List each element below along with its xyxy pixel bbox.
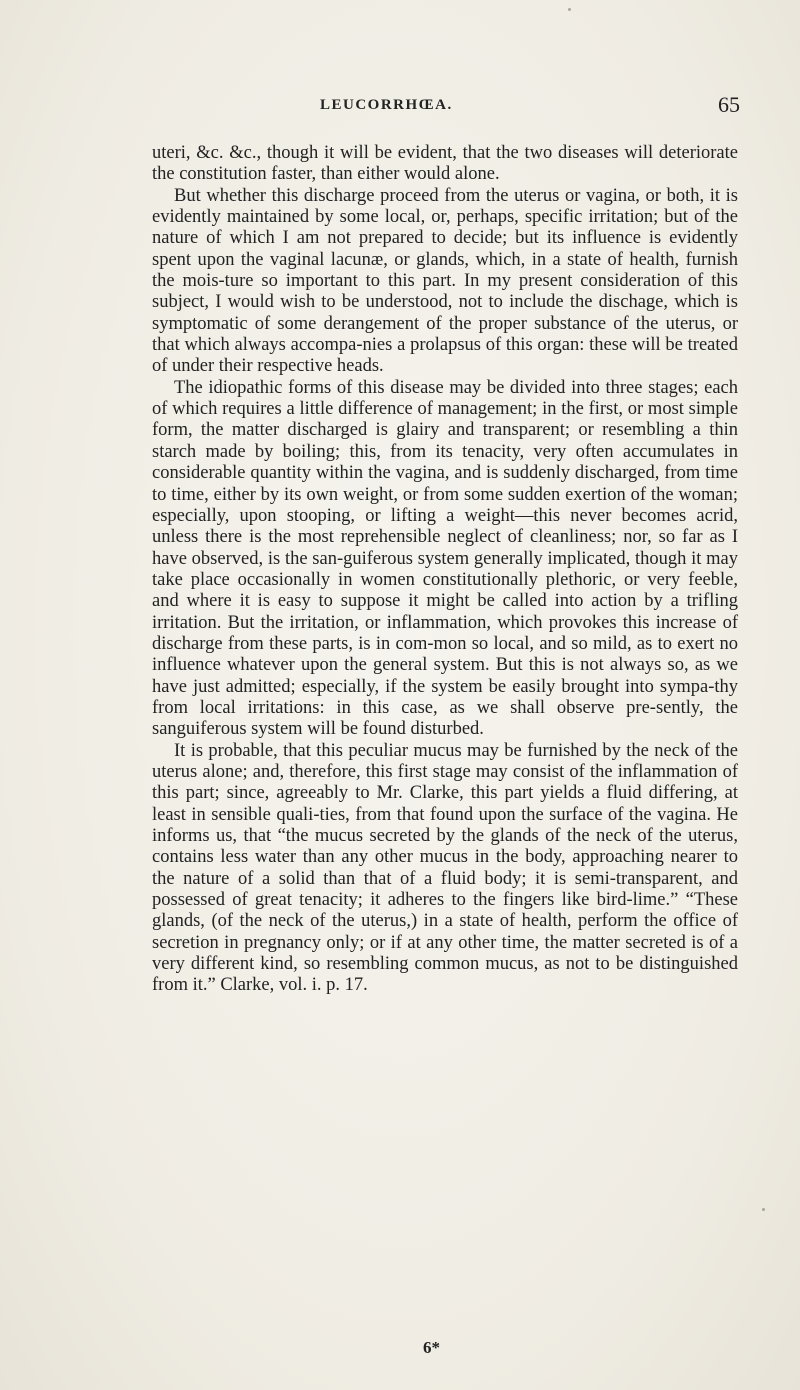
print-speck — [762, 1208, 765, 1211]
paragraph: The idiopathic forms of this disease may be divided into three stages; each of which requires a little difference of management; in the first, or most simple form, the matter discharged is glairy and transparent; or resembling a thin starch made by boiling; this, from its tenacity, very often accumulates in considerable quantity within the vagina, and is suddenly discharged, from time to time, either by its own weight, or from some sudden exertion of the woman; especially, upon stooping, or lifting a weight—this never becomes acrid, unless there is the most reprehensible neglect of cleanliness; nor, so far as I have observed, is the san-guiferous system generally implicated, though it may take place occasionally in women constitutionally plethoric, or very feeble, and where it is easy to suppose it might be called into action by a trifling irritation. But the irritation, or inflammation, which provokes this increase of discharge from these parts, is in com-mon so local, and so mild, as to exert no influence whatever upon the general system. But this is not always so, as we have just admitted; especially, if the system be easily brought into sympa-thy from local irritations: in this case, as we shall observe pre-sently, the sanguiferous system will be found disturbed. — [152, 377, 738, 740]
signature-mark: 6* — [423, 1338, 440, 1357]
paragraph: uteri, &c. &c., though it will be evident, that the two diseases will deteriorate the constitution faster, than either would alone. — [152, 143, 738, 185]
paragraph: But whether this discharge proceed from the uterus or vagina, or both, it is evidently maintained by some local, or, perhaps, specific irritation; but of the nature of which I am not prepared to decide; but its influence is evidently spent upon the vaginal lacunæ, or glands, which, in a state of health, furnish the mois-ture so important to this part. In my present consideration of this subject, I would wish to be understood, not to include the dischage, which is symptomatic of some derangement of the proper substance of the uterus, or that which always accompa-nies a prolapsus of this organ: these will be treated of under their respective heads. — [152, 185, 738, 377]
page-header — [150, 92, 740, 119]
paragraph: It is probable, that this peculiar mucus may be furnished by the neck of the uterus alone; and, therefore, this first stage may consist of the inflammation of this part; since, agreeably to Mr. Clarke, this part yields a fluid differing, at least in sensible quali-ties, from that found upon the surface of the vagina. He informs us, that “the mucus secreted by the glands of the neck of the uterus, contains less water than any other mucus in the body, approaching nearer to the nature of a solid than that of a fluid body; it is semi-transparent, and possessed of great tenacity; it adheres to the fingers like bird-lime.” “These glands, (of the neck of the uterus,) in a state of health, perform the office of secretion in pregnancy only; or if at any other time, the matter secreted is of a very different kind, so resembling common mucus, as not to be distinguished from it.” Clarke, vol. i. p. 17. — [152, 740, 738, 996]
running-head: LEUCORRHŒA. — [320, 97, 453, 113]
body-text — [152, 143, 738, 997]
page-number: 65 — [718, 92, 740, 117]
print-speck — [568, 8, 571, 11]
